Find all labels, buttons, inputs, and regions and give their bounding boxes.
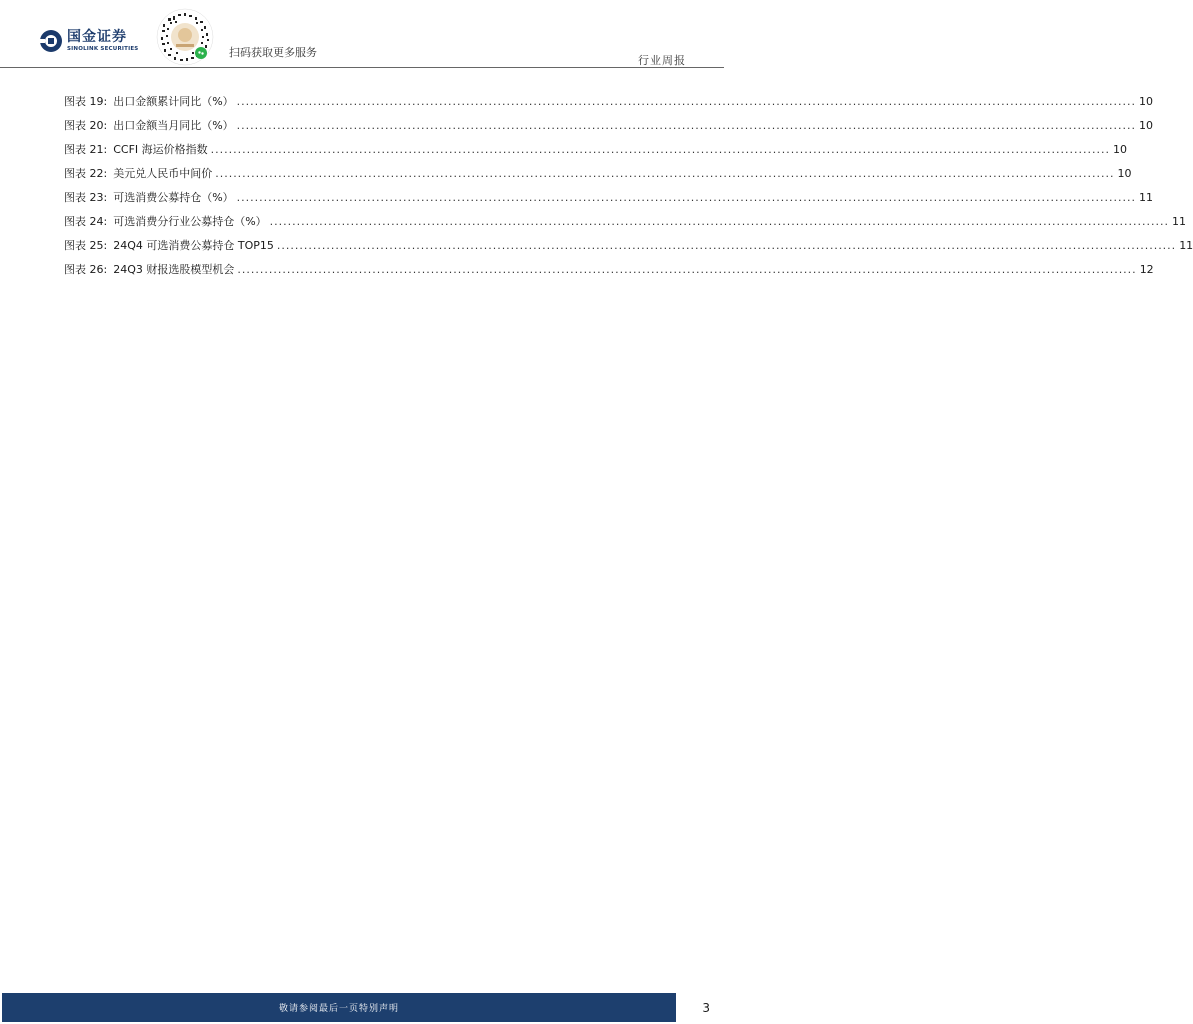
toc-page-number: 11 [1171, 215, 1186, 228]
toc-figure-label: 图表 25: [64, 239, 108, 252]
header-divider [0, 67, 724, 68]
toc-page-number: 10 [1138, 95, 1153, 108]
table-of-figures [64, 93, 1193, 285]
toc-page-number: 12 [1139, 263, 1154, 276]
toc-figure-label: 图表 24: [64, 215, 108, 228]
toc-figure-title: 出口金额累计同比（%） [113, 95, 234, 108]
toc-dot-leader: ........................................................................................................................................................................................................ [269, 215, 1169, 228]
toc-figure-label: 图表 21: [64, 143, 108, 156]
toc-dot-leader: ........................................................................................................................................................................................................ [210, 143, 1110, 156]
toc-dot-leader: ........................................................................................................................................................................................................ [236, 119, 1136, 132]
toc-entry[interactable] [64, 93, 1153, 117]
toc-figure-title: 出口金额当月同比（%） [113, 119, 234, 132]
logo-mark-icon [39, 29, 63, 53]
toc-dot-leader: ........................................................................................................................................................................................................ [276, 239, 1177, 252]
qr-code-icon[interactable] [156, 8, 214, 66]
company-logo [39, 29, 138, 53]
toc-entry[interactable] [64, 117, 1153, 141]
toc-figure-title: 24Q4 可选消费公募持仓 TOP15 [113, 239, 274, 252]
toc-entry[interactable] [64, 165, 1132, 189]
toc-page-number: 11 [1179, 239, 1193, 252]
toc-figure-label: 图表 22: [64, 167, 108, 180]
toc-figure-label: 图表 20: [64, 119, 108, 132]
toc-entry[interactable] [64, 189, 1153, 213]
toc-figure-label: 图表 23: [64, 191, 108, 204]
toc-dot-leader: ........................................................................................................................................................................................................ [236, 191, 1136, 204]
report-type-label: 行业周报 [638, 54, 686, 67]
page-header [0, 0, 724, 68]
toc-dot-leader: ........................................................................................................................................................................................................ [237, 263, 1137, 276]
toc-figure-label: 图表 26: [64, 263, 108, 276]
scan-for-services-text: 扫码获取更多服务 [229, 46, 317, 59]
footer-disclaimer: 敬请参阅最后一页特别声明 [278, 1004, 399, 1014]
footer-bar [2, 993, 676, 1022]
toc-entry[interactable] [64, 237, 1193, 261]
toc-page-number: 10 [1138, 119, 1153, 132]
toc-page-number: 10 [1112, 143, 1127, 156]
logo-name-en: SINOLINK SECURITIES [67, 45, 139, 52]
toc-figure-label: 图表 19: [64, 95, 108, 108]
page-footer [0, 993, 724, 1024]
toc-figure-title: 美元兑人民币中间价 [113, 167, 213, 180]
toc-figure-title: CCFI 海运价格指数 [113, 143, 208, 156]
toc-dot-leader: ........................................................................................................................................................................................................ [236, 95, 1136, 108]
toc-page-number: 10 [1117, 167, 1132, 180]
toc-figure-title: 可选消费公募持仓（%） [113, 191, 234, 204]
toc-dot-leader: ........................................................................................................................................................................................................ [215, 167, 1115, 180]
toc-entry[interactable] [64, 141, 1127, 165]
logo-name-cn: 国金证券 [67, 28, 127, 45]
toc-entry[interactable] [64, 213, 1186, 237]
toc-page-number: 11 [1138, 191, 1153, 204]
toc-entry[interactable] [64, 261, 1154, 285]
toc-figure-title: 可选消费分行业公募持仓（%） [113, 215, 267, 228]
page-number: 3 [702, 1001, 710, 1015]
toc-figure-title: 24Q3 财报选股模型机会 [113, 263, 235, 276]
